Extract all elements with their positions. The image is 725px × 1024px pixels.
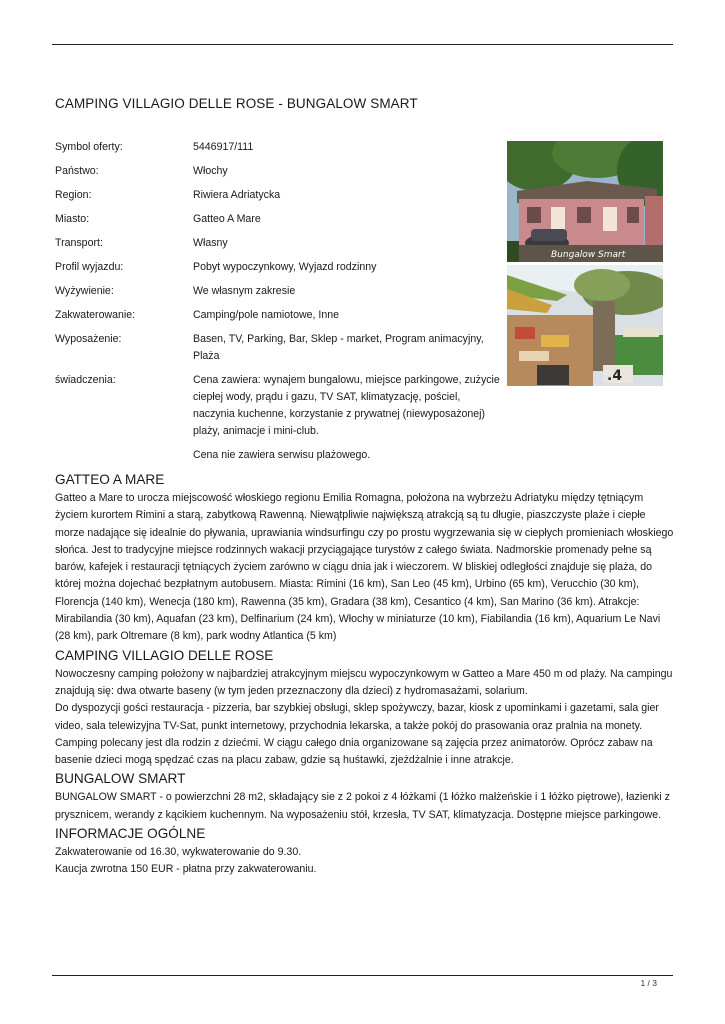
description-content xyxy=(55,470,677,879)
offer-details-table xyxy=(55,139,505,464)
detail-row xyxy=(55,235,505,252)
section-paragraph: Gatteo a Mare to urocza miejscowość włoskiego regionu Emilia Romagna, położona na wybrzeżu Adriatyku między tętniącym życiem kurortem Rimini a starą, zabytkową Rawenną. Niewątpliwie największą atrakcją są tu długie, piaszczyste plaże i ciepłe morze nadające się idealnie do pływania, uprawiania windsurfingu czy po prostu wygrzewania się w ciepłych promieniach włoskiego słońca. Jest to tradycyjne miejsce rodzinnych wakacji przyciągające turystów z całego świata. Nadmorskie promenady pełne są barów, kafejek i restauracji tętniących życiem zarówno w ciągu dnia jak i wieczorem. W bliskiej odległości znajduje się plaża, do której można dojechać bezpłatnym autobusem. Miasta: Rimini (16 km), San Leo (45 km), Urbino (65 km), Verucchio (30 km), Florencja (140 km), Wenecja (180 km), Rawenna (35 km), Gradara (38 km), Cesantico (4 km), San Marino (36 km). Atrakcje: Mirabilandia (30 km), Aquafan (23 km), Delfinarium (24 km), Włochy w miniaturze (10 km), Fiabilandia (16 km), Aquarium Le Navi (28 km), park Oltremare (8 km), park wodny Atlantica (5 km) xyxy=(55,492,674,643)
detail-row xyxy=(55,211,505,228)
section-heading: GATTEO A MARE xyxy=(55,472,165,487)
detail-value: Pobyt wypoczynkowy, Wyjazd rodzinny xyxy=(193,261,377,273)
detail-row xyxy=(55,283,505,300)
detail-label: Zakwaterowanie: xyxy=(55,309,136,321)
detail-label: Wyżywienie: xyxy=(55,285,114,297)
detail-value: Cena zawiera: wynajem bungalowu, miejsce parkingowe, zużycie ciepłej wody, prądu i gazu, TV SAT, klimatyzację, pościel, naczynia kuchenne, korzystanie z prywatnej (niewyposażonej) plaży, animacje i mini-club. xyxy=(193,374,500,437)
section-paragraph: Camping polecany jest dla rodzin z dziećmi. W ciągu całego dnia organizowane są zajęcia przez animatorów. Oprócz zabaw na basenie dzieci mogą spędzać czas na placu zabaw, gdzie są huśtawki, zjeżdżalnie i inne atrakcje. xyxy=(55,736,653,767)
detail-label: Transport: xyxy=(55,237,103,249)
section-paragraph: Do dyspozycji gości restauracja - pizzeria, bar szybkiej obsługi, sklep spożywczy, bazar, kiosk z upominkami i gazetami, sala gier video, sala telewizyjna TV-Sat, punkt internetowy, przychodnia lekarska, a także pokój do prasowania oraz pralnia na monety. xyxy=(55,702,659,732)
detail-value: Basen, TV, Parking, Bar, Sklep - market, Program animacyjny, Plaża xyxy=(193,333,484,362)
top-rule xyxy=(52,44,673,45)
section-paragraph: Kaucja zwrotna 150 EUR - płatna przy zakwaterowaniu. xyxy=(55,863,317,876)
detail-label: Miasto: xyxy=(55,213,90,225)
detail-row xyxy=(55,372,505,440)
detail-label: Wyposażenie: xyxy=(55,333,122,345)
detail-value: We własnym zakresie xyxy=(193,285,296,297)
section-paragraph: Zakwaterowanie od 16.30, wykwaterowanie do 9.30. xyxy=(55,846,302,859)
detail-label: Profil wyjazdu: xyxy=(55,261,124,273)
section-paragraph: BUNGALOW SMART - o powierzchni 28 m2, składający sie z 2 pokoi z 4 łóżkami (1 łóżko małżeńskie i 1 łóżko piętrowe), łazienki z prysznicem, werandy z kącikiem kuchennym. Na wyposażeniu stół, krzesła, TV SAT, klimatyzacja. Dostępne miejsce parkingowe. xyxy=(55,791,670,821)
detail-row xyxy=(55,331,505,365)
detail-row xyxy=(55,163,505,180)
detail-value: Riwiera Adriatycka xyxy=(193,189,281,201)
photo-caption: Bungalow Smart xyxy=(551,250,626,260)
bottom-rule xyxy=(52,975,673,976)
detail-row xyxy=(55,139,505,156)
pool-bar-photo xyxy=(507,265,663,386)
content-section xyxy=(55,824,677,879)
section-heading: CAMPING VILLAGIO DELLE ROSE xyxy=(55,647,274,663)
detail-value: Własny xyxy=(193,237,228,249)
detail-value: Cena nie zawiera serwisu plażowego. xyxy=(193,449,371,461)
detail-label: Państwo: xyxy=(55,165,99,177)
section-heading: INFORMACJE OGÓLNE xyxy=(55,826,206,842)
content-section xyxy=(55,470,677,646)
page-title: CAMPING VILLAGIO DELLE ROSE - BUNGALOW SMART xyxy=(55,96,418,111)
page-number: 1 / 3 xyxy=(640,978,657,988)
detail-value: Camping/pole namiotowe, Inne xyxy=(193,309,340,321)
detail-label: Region: xyxy=(55,189,92,201)
detail-value: Włochy xyxy=(193,165,228,177)
detail-value: Gatteo A Mare xyxy=(193,213,261,225)
detail-label: świadczenia: xyxy=(55,374,116,386)
photo-column xyxy=(507,141,663,386)
detail-row xyxy=(55,447,505,464)
photo-sign: .4 xyxy=(607,368,623,384)
detail-label: Symbol oferty: xyxy=(55,141,123,153)
detail-row xyxy=(55,307,505,324)
section-paragraph: Nowoczesny camping położony w najbardziej atrakcyjnym miejscu wypoczynkowym w Gatteo a Mare 450 m od plaży. Na campingu znajdują się: dwa otwarte baseny (w tym jeden przeznaczony dla dzieci) z hydromasażami, solarium. xyxy=(55,667,673,697)
bungalow-photo xyxy=(507,141,663,262)
detail-row xyxy=(55,259,505,276)
section-heading: BUNGALOW SMART xyxy=(55,771,186,787)
detail-label xyxy=(55,447,193,464)
detail-row xyxy=(55,187,505,204)
content-section xyxy=(55,769,677,824)
detail-value: 5446917/111 xyxy=(193,141,254,153)
content-section xyxy=(55,646,677,770)
